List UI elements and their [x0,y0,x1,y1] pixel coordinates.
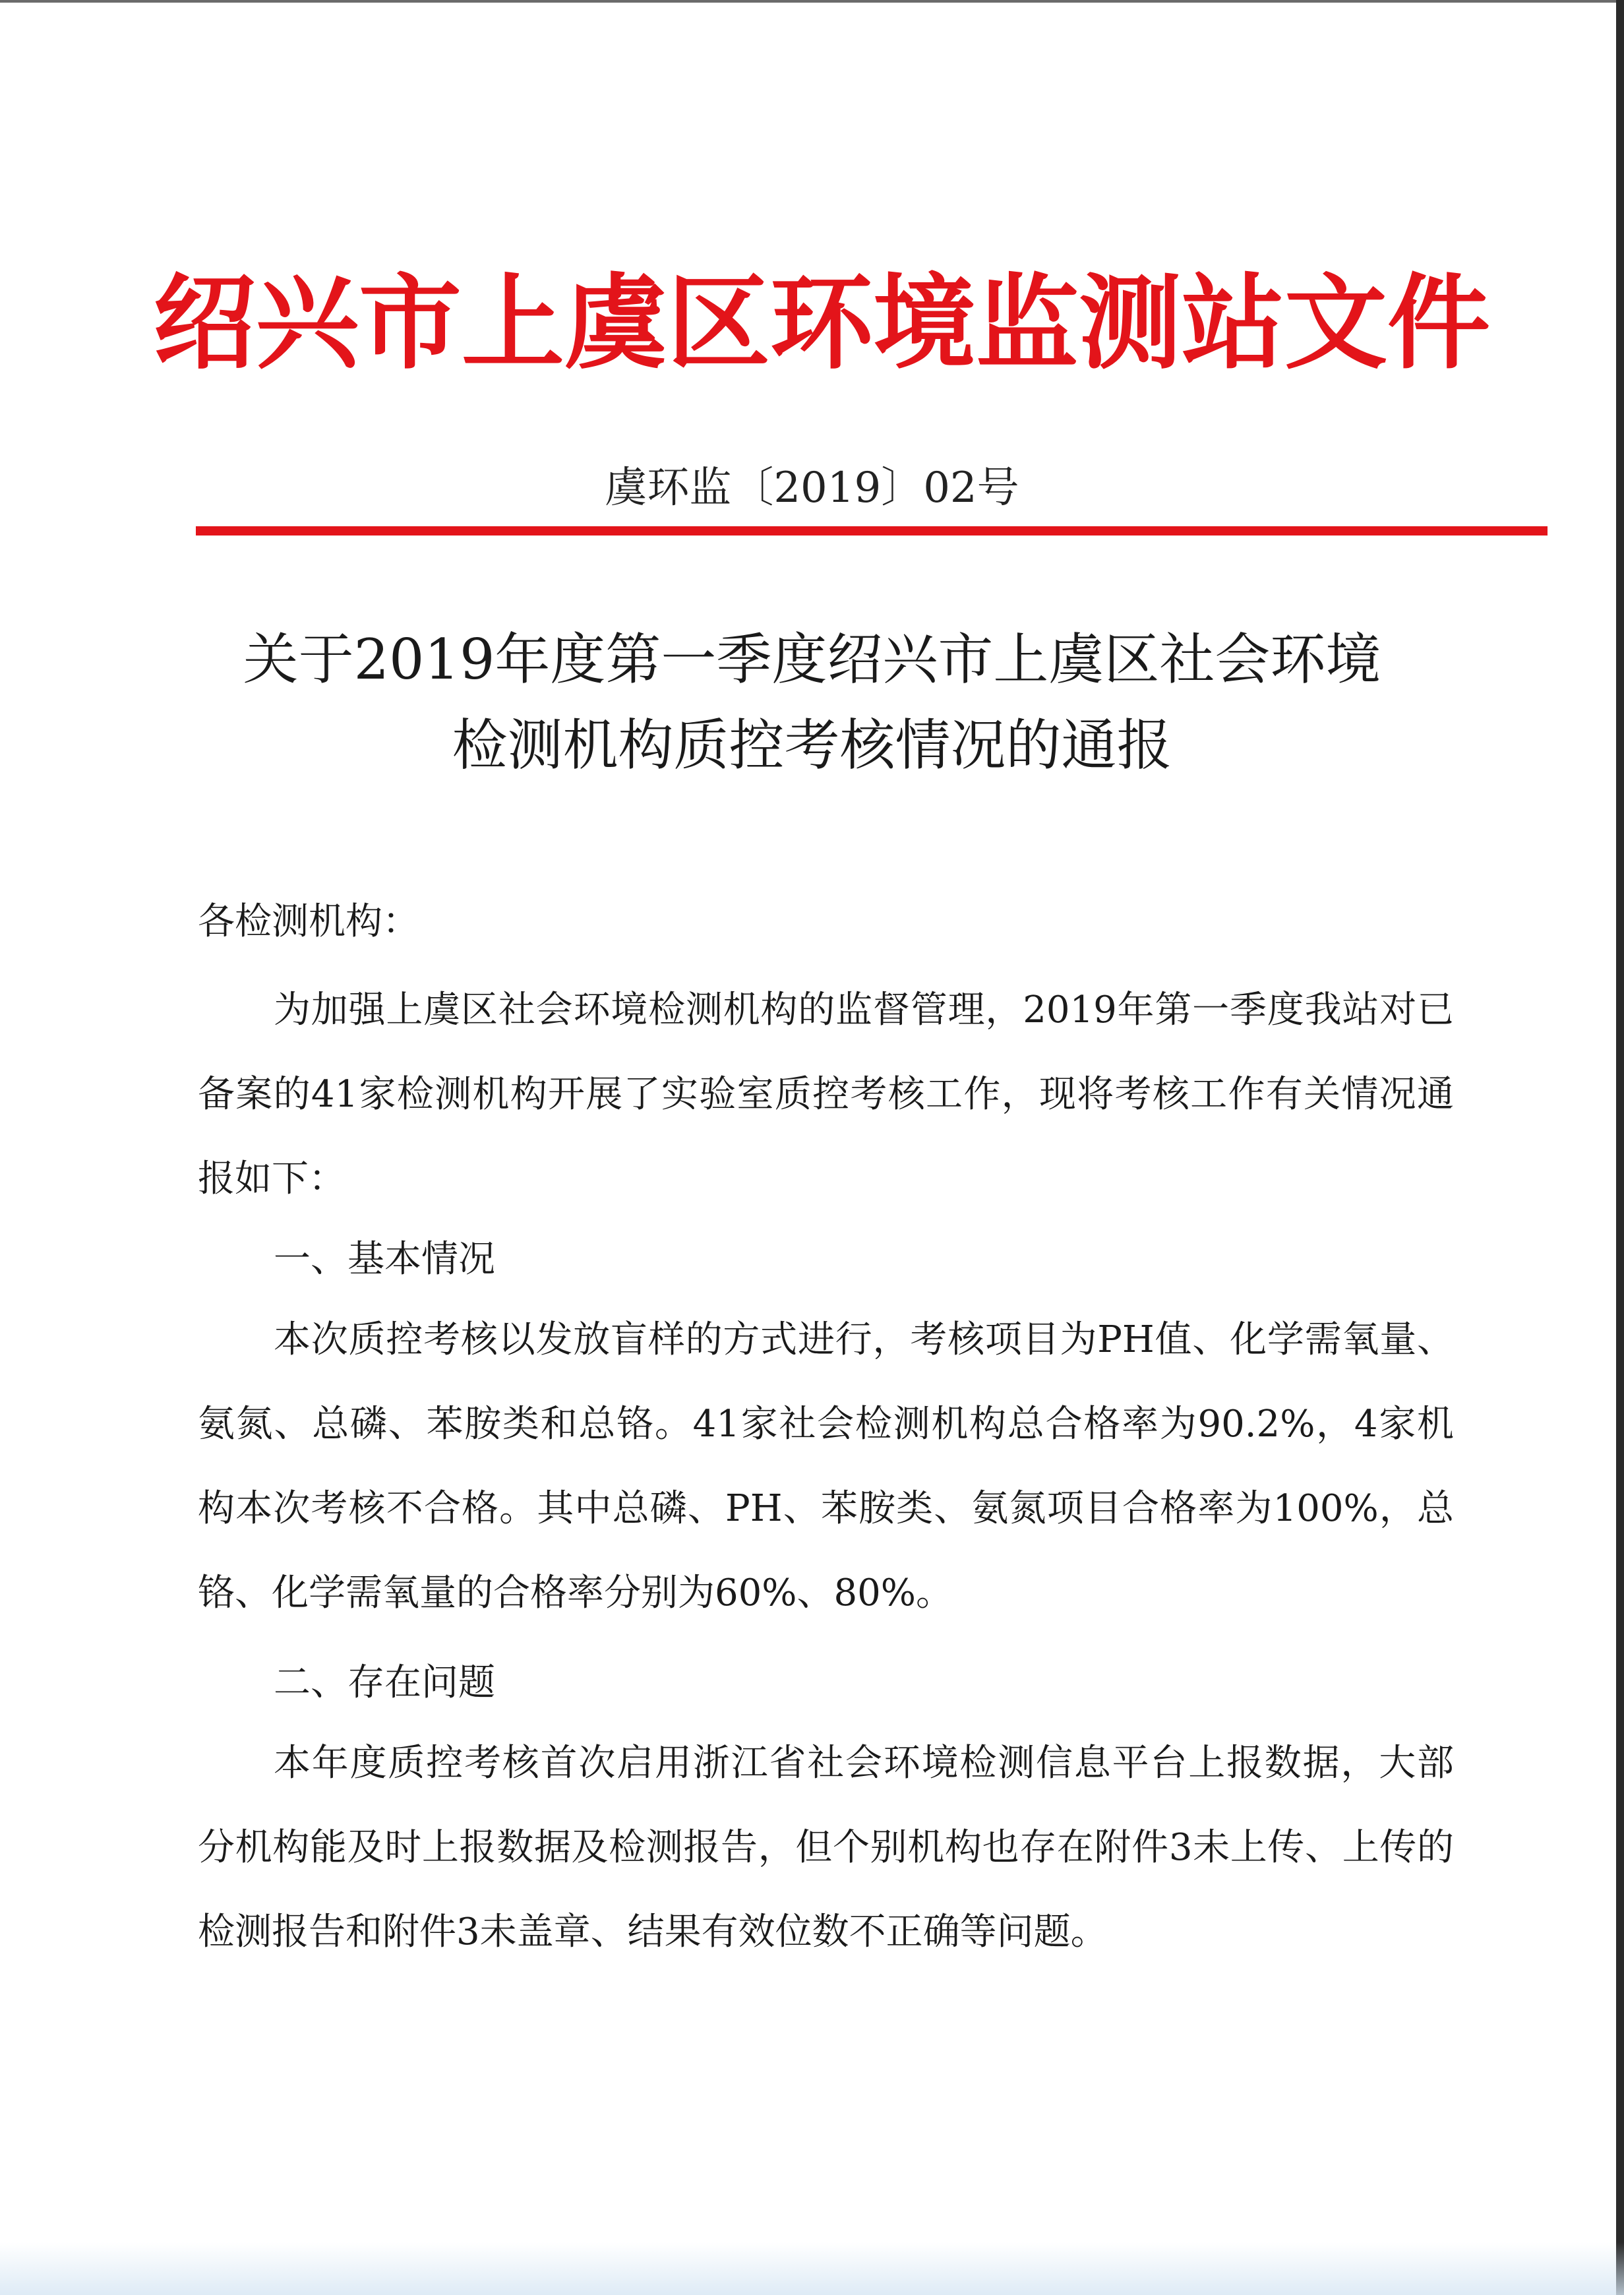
masthead-char: 文 [1284,263,1387,383]
masthead-char: 上 [462,263,564,383]
masthead-char: 市 [359,263,462,383]
scan-edge-top [0,0,1624,3]
red-divider-line [196,526,1548,536]
section-heading-basic: 一、基本情况 [274,1238,495,1281]
masthead-char: 虞 [564,263,667,383]
masthead-char: 兴 [256,263,359,383]
salutation: 各检测机构： [198,900,419,943]
title-line-1: 关于2019年度第一季度绍兴市上虞区社会环境 [243,627,1381,692]
scan-edge-bottom [0,2242,1624,2295]
scan-edge-right [1616,0,1624,2295]
masthead-char: 绍 [153,263,256,383]
masthead-char: 测 [1079,263,1182,383]
section-issues-paragraph: 本年度质控考核首次启用浙江省社会环境检测信息平台上报数据，大部分机构能及时上报数据及检测报告，但个别机构也存在附件3未上传、上传的检测报告和附件3未盖章、结果有效位数不正确等问题。 [198,1742,1454,1953]
document-title [0,617,1624,788]
section-basic-paragraph: 本次质控考核以发放盲样的方式进行，考核项目为PH值、化学需氧量、氨氮、总磷、苯胺类和总铬。41家社会检测机构总合格率为90.2%，4家机构本次考核不合格。其中总磷、PH、苯胺类、氨氮项目合格率为100%，总铬、化学需氧量的合格率分别为60%、80%。 [198,1318,1454,1614]
section-heading-issues: 二、存在问题 [274,1661,495,1704]
red-masthead [153,260,1490,386]
masthead-char: 境 [873,263,976,383]
document-number: 虞环监〔2019〕02号 [605,464,1019,512]
masthead-char: 站 [1182,263,1284,383]
masthead-char: 监 [976,263,1079,383]
title-line-2: 检测机构质控考核情况的通报 [452,713,1172,778]
masthead-char: 件 [1387,263,1490,383]
masthead-char: 区 [667,263,770,383]
masthead-char: 环 [770,263,873,383]
intro-paragraph: 为加强上虞区社会环境检测机构的监督管理，2019年第一季度我站对已备案的41家检测机构开展了实验室质控考核工作，现将考核工作有关情况通报如下： [198,989,1454,1200]
